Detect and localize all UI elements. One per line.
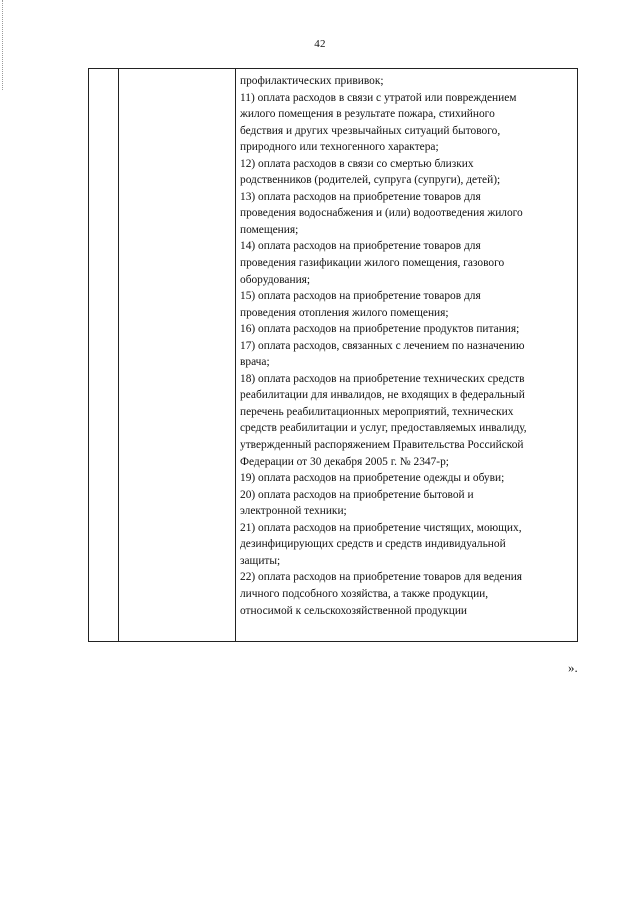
table-cell-text	[240, 73, 574, 619]
table-text-line: 20) оплата расходов на приобретение бытовой и	[240, 488, 474, 501]
table-text-line: средств реабилитации и услуг, предоставляемых инвалиду,	[240, 422, 527, 435]
table-text-line: 16) оплата расходов на приобретение продуктов питания;	[240, 323, 520, 336]
table-text-line: врача;	[240, 356, 270, 369]
table-text-line: 21) оплата расходов на приобретение чистящих, моющих,	[240, 521, 522, 534]
table-text-line: жилого помещения в результате пожара, стихийного	[240, 108, 495, 121]
table-text-line: 11) оплата расходов в связи с утратой или повреждением	[240, 91, 517, 104]
table-text-line: электронной техники;	[240, 505, 347, 518]
table-column-divider-1	[118, 69, 119, 641]
table-text-line: 12) оплата расходов в связи со смертью близких	[240, 157, 474, 170]
page-number: 42	[314, 38, 326, 50]
table-text-line: проведения отопления жилого помещения;	[240, 306, 449, 319]
table-text-line: 17) оплата расходов, связанных с лечением по назначению	[240, 339, 525, 352]
table-text-line: реабилитации для инвалидов, не входящих в федеральный	[240, 389, 525, 402]
table-column-divider-2	[235, 69, 236, 641]
document-table	[88, 68, 578, 642]
table-text-line: личного подсобного хозяйства, а также продукции,	[240, 587, 489, 600]
table-text-line: утвержденный распоряжением Правительства Российской	[240, 439, 524, 452]
table-text-line: помещения;	[240, 223, 299, 236]
table-text-line: 13) оплата расходов на приобретение товаров для	[240, 190, 481, 203]
table-text-line: 15) оплата расходов на приобретение товаров для	[240, 290, 481, 303]
table-text-line: родственников (родителей, супруга (супруги), детей);	[240, 174, 501, 187]
table-text-line: 18) оплата расходов на приобретение технических средств	[240, 372, 525, 385]
table-text-line: 22) оплата расходов на приобретение товаров для ведения	[240, 571, 523, 584]
table-text-line: природного или техногенного характера;	[240, 141, 439, 154]
table-text-line: 14) оплата расходов на приобретение товаров для	[240, 240, 481, 253]
table-text-line: проведения водоснабжения и (или) водоотведения жилого	[240, 207, 523, 220]
table-text-line: профилактических прививок;	[240, 75, 384, 87]
table-text-line: проведения газификации жилого помещения, газового	[240, 257, 505, 270]
table-text-line: относимой к сельскохозяйственной продукции	[240, 604, 468, 617]
table-text-line: бедствия и других чрезвычайных ситуаций бытового,	[240, 124, 501, 137]
closing-quote-mark: ».	[568, 660, 578, 675]
table-text-line: перечень реабилитационных мероприятий, технических	[240, 405, 514, 418]
table-text-line: защиты;	[240, 554, 281, 567]
table-text-line: оборудования;	[240, 273, 311, 286]
table-text-line: 19) оплата расходов на приобретение одежды и обуви;	[240, 472, 505, 485]
table-text-line: Федерации от 30 декабря 2005 г. № 2347-р;	[240, 455, 449, 468]
table-text-line: дезинфицирующих средств и средств индивидуальной	[240, 538, 506, 551]
